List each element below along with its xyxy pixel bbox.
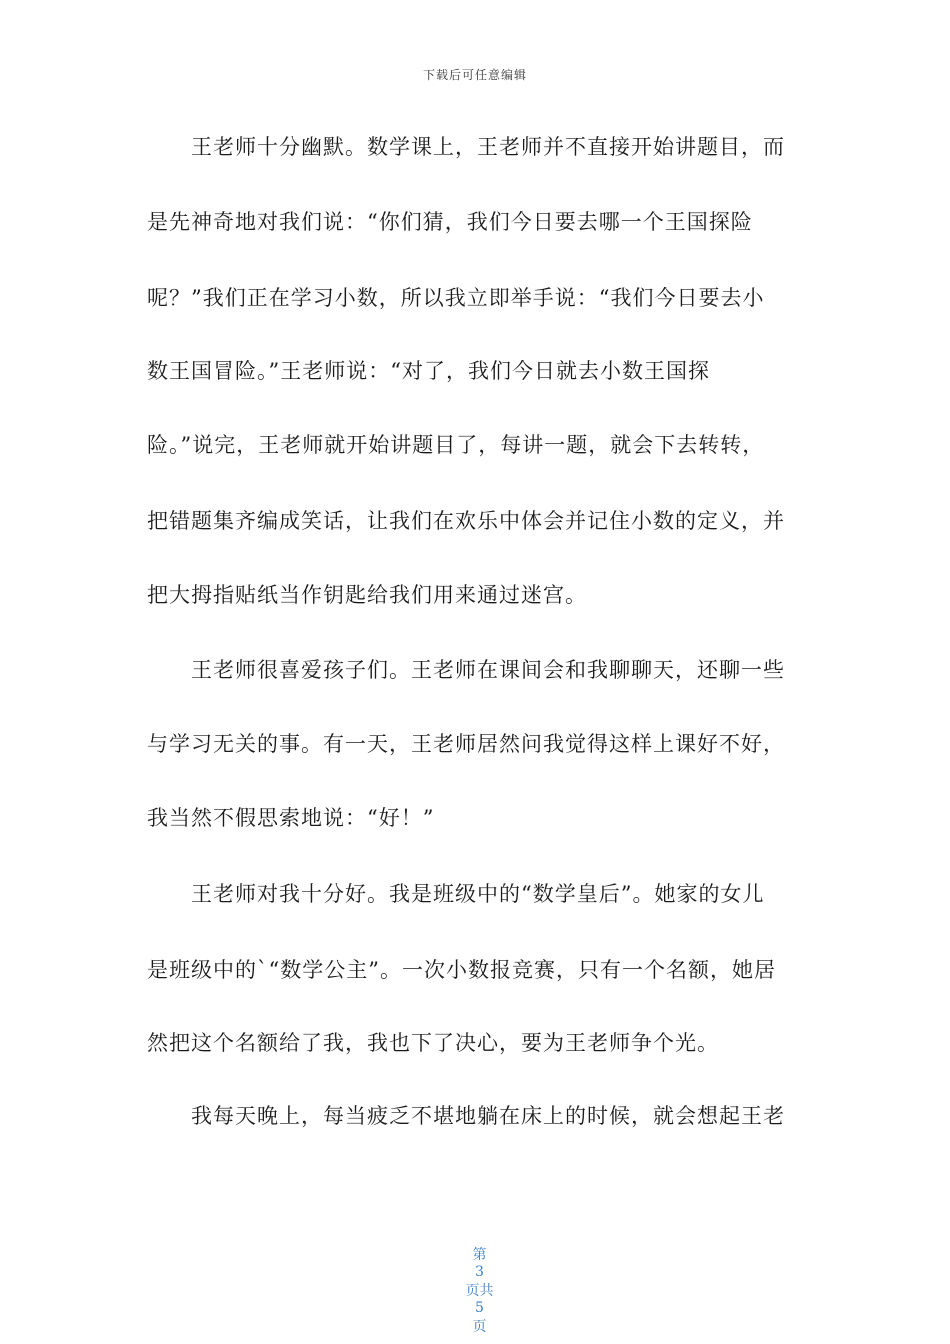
header-note: 下载后可任意编辑 (422, 68, 527, 82)
paragraph-3-line-2: 是班级中的`“数学公主”。一次小数报竞赛，只有一个名额，她居 (147, 958, 776, 982)
page-suffix: 页 (472, 1319, 487, 1335)
paragraph-1-line-6: 把错题集齐编成笑话，让我们在欢乐中体会并记住小数的定义，并 (147, 509, 785, 533)
page-label: 第 (472, 1247, 487, 1263)
paragraph-2-line-2: 与学习无关的事。有一天，王老师居然问我觉得这样上课好不好， (147, 732, 785, 756)
paragraph-2-line-1: 王老师很喜爱孩子们。王老师在课间会和我聊聊天，还聊一些 (191, 658, 785, 682)
paragraph-1-line-5: 险。”说完，王老师就开始讲题目了，每讲一题，就会下去转转， (147, 433, 765, 457)
paragraph-1-line-3: 呢？”我们正在学习小数，所以我立即举手说：“我们今日要去小 (147, 286, 765, 310)
page-number-footer (0, 1228, 950, 1336)
paragraph-4-line-1: 我每天晚上，每当疲乏不堪地躺在床上的时候，就会想起王老 (191, 1104, 785, 1128)
paragraph-2-line-3: 我当然不假思索地说：“好！” (147, 806, 435, 830)
paragraph-1-line-4: 数王国冒险。”王老师说：“对了，我们今日就去小数王国探 (147, 359, 710, 383)
paragraph-1-line-1: 王老师十分幽默。数学课上，王老师并不直接开始讲题目，而 (191, 135, 785, 159)
page-current: 3 (474, 1264, 484, 1280)
paragraph-1-line-2: 是先神奇地对我们说：“你们猜，我们今日要去哪一个王国探险 (147, 210, 753, 234)
paragraph-3-line-3: 然把这个名额给了我，我也下了决心，要为王老师争个光。 (147, 1031, 719, 1055)
paragraph-1-line-7: 把大拇指贴纸当作钥匙给我们用来通过迷宫。 (147, 583, 587, 607)
paragraph-3-line-1: 王老师对我十分好。我是班级中的“数学皇后”。她家的女儿 (191, 882, 765, 906)
page-middle: 页共 (465, 1283, 494, 1299)
page-total: 5 (474, 1300, 484, 1316)
